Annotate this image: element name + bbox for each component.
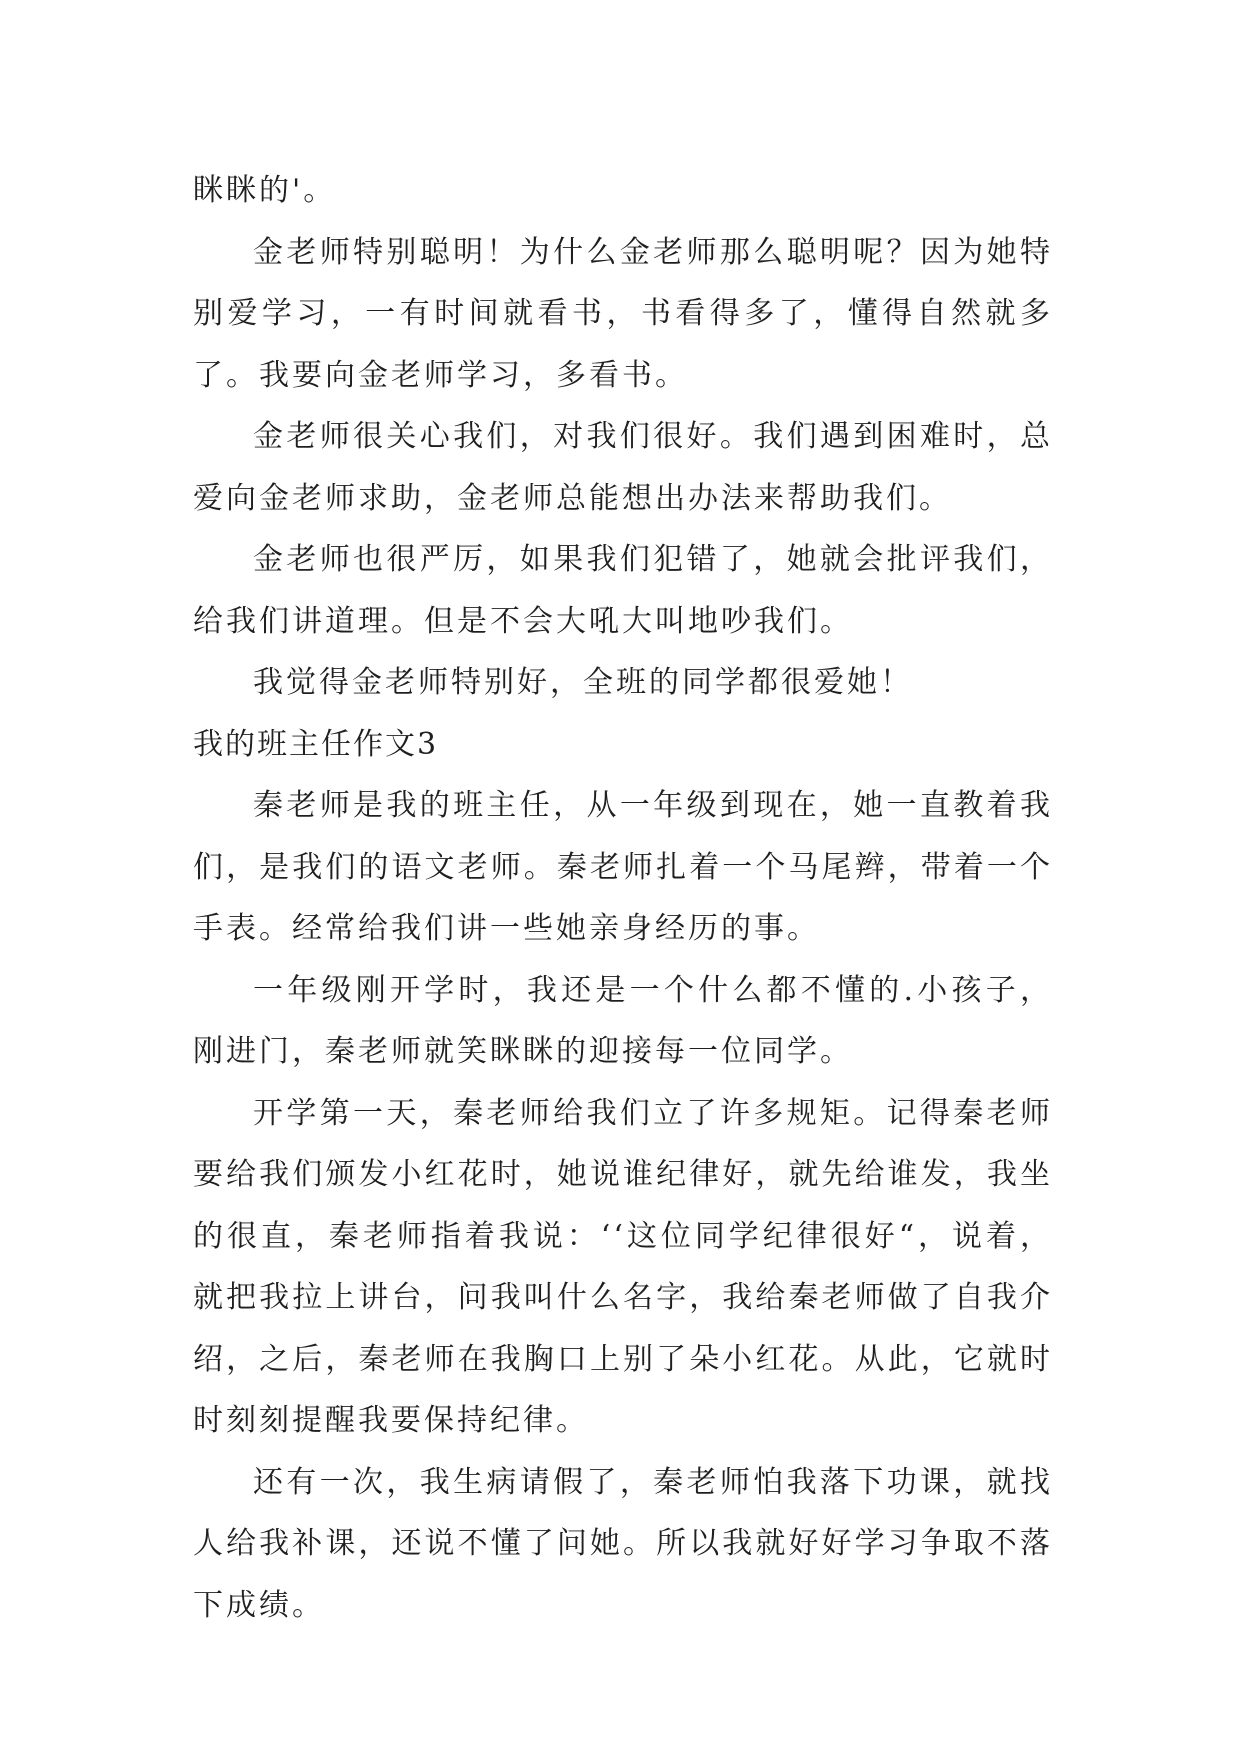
paragraph: 一年级刚开学时，我还是一个什么都不懂的.小孩子，刚进门，秦老师就笑眯眯的迎接每一位同学。 xyxy=(193,972,1053,1069)
paragraph: 我觉得金老师特别好，全班的同学都很爱她！ xyxy=(253,665,913,700)
paragraph: 金老师也很严厉，如果我们犯错了，她就会批评我们，给我们讲道理。但是不会大吼大叫地吵我们。 xyxy=(193,542,1053,639)
paragraph: 秦老师是我的班主任，从一年级到现在，她一直教着我们，是我们的语文老师。秦老师扎着一个马尾辫，带着一个手表。经常给我们讲一些她亲身经历的事。 xyxy=(193,788,1053,946)
paragraph: 开学第一天，秦老师给我们立了许多规矩。记得秦老师要给我们颁发小红花时，她说谁纪律好，就先给谁发，我坐的很直，秦老师指着我说：‘‘这位同学纪律很好“，说着，就把我拉上讲台，问我叫什么名字，我给秦老师做了自我介绍，之后，秦老师在我胸口上别了朵小红花。从此，它就时时刻刻提醒我要保持纪律。 xyxy=(193,1095,1053,1438)
paragraph: 金老师特别聪明！为什么金老师那么聪明呢？因为她特别爱学习，一有时间就看书，书看得多了，懂得自然就多了。我要向金老师学习，多看书。 xyxy=(193,234,1053,393)
section-heading: 我的班主任作文3 xyxy=(193,726,439,762)
paragraph: 金老师很关心我们，对我们很好。我们遇到困难时，总爱向金老师求助，金老师总能想出办法来帮助我们。 xyxy=(193,419,1053,516)
paragraph: 还有一次，我生病请假了，秦老师怕我落下功课，就找人给我补课，还说不懂了问她。所以我就好好学习争取不落下成绩。 xyxy=(193,1464,1053,1623)
document-body xyxy=(193,160,1053,1636)
paragraph-continuation: 眯眯的'。 xyxy=(193,173,337,208)
